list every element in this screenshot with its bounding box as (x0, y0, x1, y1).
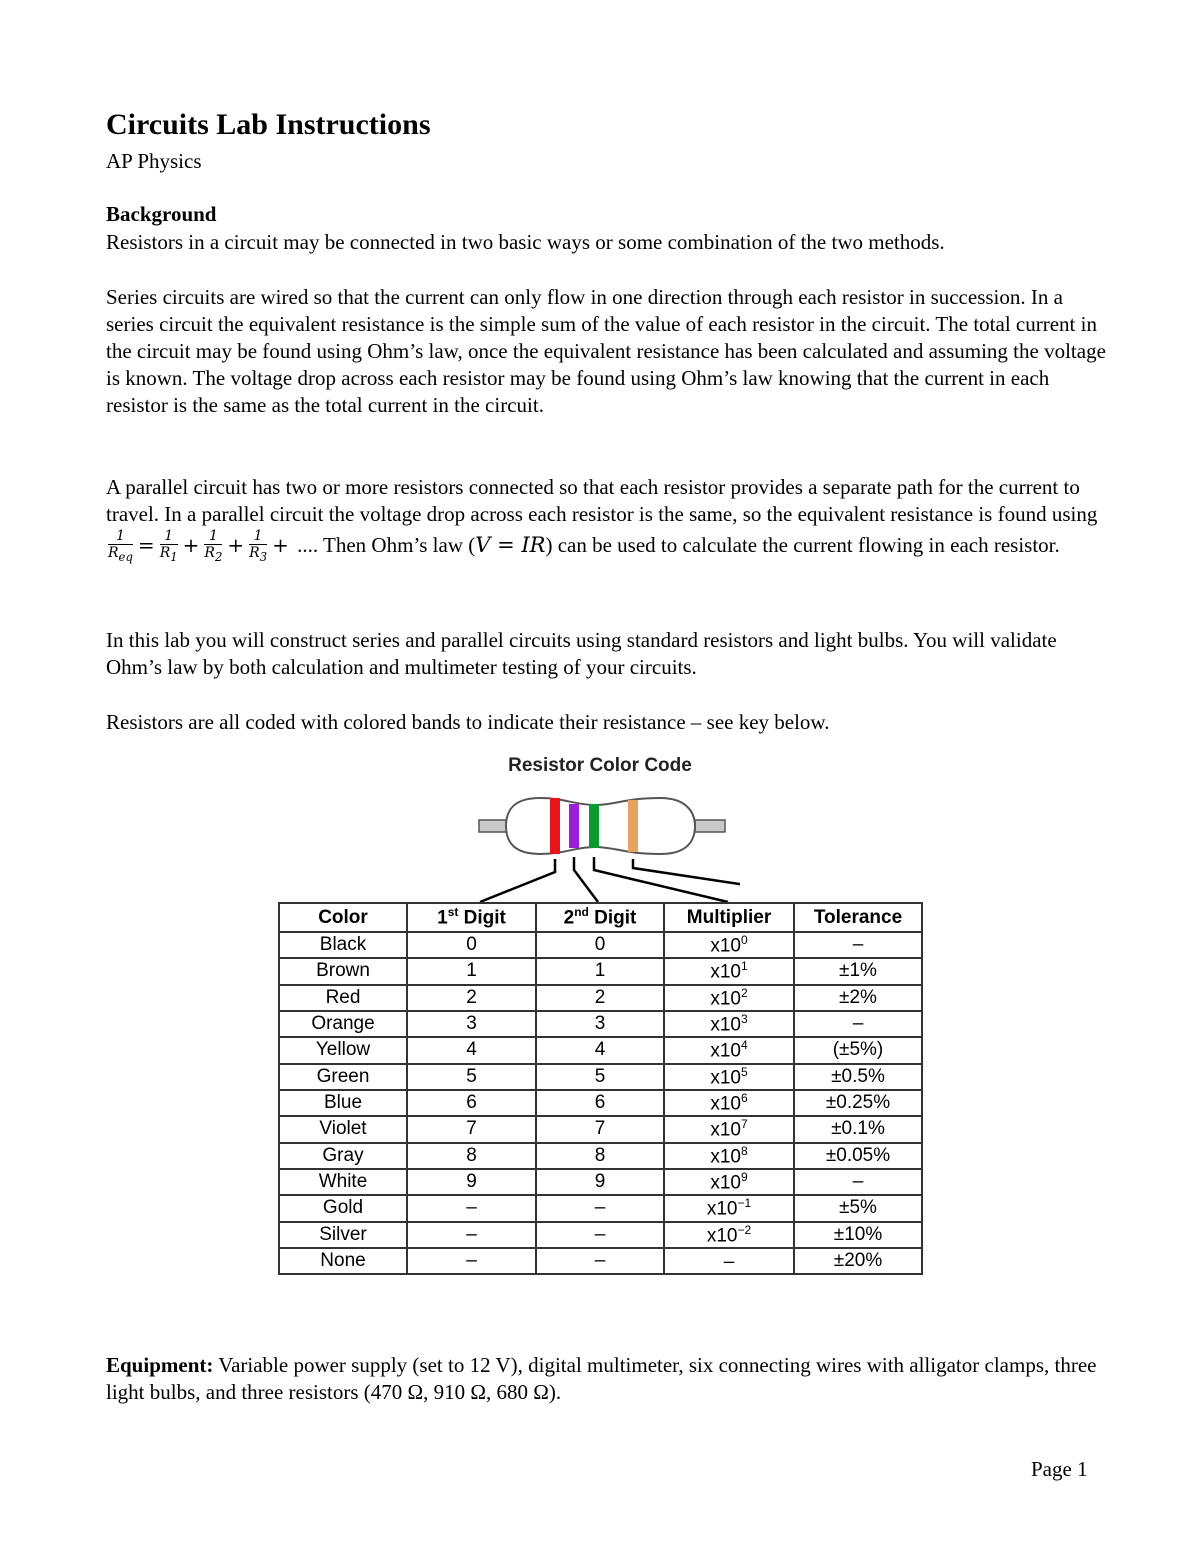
cell-digit1: – (407, 1195, 536, 1221)
equipment-label: Equipment: (106, 1353, 214, 1377)
cell-digit1: 3 (407, 1011, 536, 1037)
cell-tolerance: (±5%) (794, 1037, 922, 1063)
cell-color: Gray (279, 1143, 407, 1169)
column-header-multiplier: Multiplier (664, 903, 794, 932)
cell-digit1: 1 (407, 958, 536, 984)
symbol-r: R (108, 545, 119, 561)
table-row (279, 1090, 922, 1116)
resistor-band-2 (569, 804, 579, 848)
fraction-numerator: 1 (160, 528, 178, 545)
resistor-body (506, 798, 695, 854)
table-row (279, 1143, 922, 1169)
cell-digit2: 1 (536, 958, 664, 984)
cell-tolerance: ±20% (794, 1248, 922, 1274)
table-row (279, 1116, 922, 1142)
fraction-denominator (108, 545, 133, 565)
cell-digit2: 5 (536, 1064, 664, 1090)
cell-digit2: 3 (536, 1011, 664, 1037)
table-header-row (279, 903, 922, 932)
cell-color: Gold (279, 1195, 407, 1221)
cell-color: Violet (279, 1116, 407, 1142)
equivalent-resistance-formula (106, 528, 292, 564)
resistor-pointer-lines (480, 857, 740, 902)
fraction-req (108, 528, 133, 565)
cell-color: Blue (279, 1090, 407, 1116)
cell-tolerance: ±10% (794, 1222, 922, 1248)
paragraph-color-bands: Resistors are all coded with colored bands to indicate their resistance – see key below. (106, 710, 830, 734)
cell-digit2: 0 (536, 932, 664, 958)
cell-color: Yellow (279, 1037, 407, 1063)
cell-multiplier: $x10^4$ (664, 1037, 794, 1063)
cell-digit1: 4 (407, 1037, 536, 1063)
cell-color: Brown (279, 958, 407, 984)
cell-tolerance: – (794, 932, 922, 958)
fraction-denominator (249, 545, 267, 565)
cell-color: White (279, 1169, 407, 1195)
cell-color: Red (279, 985, 407, 1011)
parallel-text-before: A parallel circuit has two or more resistors connected so that each resistor provides a separate path for the current to travel. In a parallel circuit the voltage drop across each resistor is the same, so the equivalent resistance is found using (106, 475, 1098, 526)
equals-sign: = (137, 532, 155, 557)
cell-digit2: 6 (536, 1090, 664, 1116)
table-row (279, 932, 922, 958)
fraction-r1 (160, 528, 178, 565)
cell-multiplier: $x10^2$ (664, 985, 794, 1011)
cell-tolerance: ±2% (794, 985, 922, 1011)
plus-sign: + (227, 532, 245, 557)
paragraph-series: Series circuits are wired so that the current can only flow in one direction through each resistor in succession. In a series circuit the equivalent resistance is the simple sum of the value of each resistor in the circuit. The total current in the circuit may be found using Ohm’s law, once the equivalent resistance has been calculated and assuming the voltage is known. The voltage drop across each resistor may be found using Ohm’s law knowing that the current in each resistor is the same as the total current in the circuit. (106, 285, 1106, 417)
resistor-band-1 (550, 798, 560, 854)
parallel-text-after: ) can be used to calculate the current flowing in each resistor. (545, 532, 1060, 557)
table-row (279, 958, 922, 984)
column-header-digit2: 2nd Digit (536, 903, 664, 932)
resistor-lead-left (479, 820, 509, 832)
cell-digit1: 5 (407, 1064, 536, 1090)
cell-multiplier: $x10^{-2}$ (664, 1222, 794, 1248)
cell-tolerance: – (794, 1169, 922, 1195)
cell-tolerance: ±0.25% (794, 1090, 922, 1116)
cell-tolerance: ±0.05% (794, 1143, 922, 1169)
table-row (279, 1195, 922, 1221)
cell-digit2: 8 (536, 1143, 664, 1169)
cell-tolerance: ±1% (794, 958, 922, 984)
column-header-color: Color (279, 903, 407, 932)
table-row (279, 1011, 922, 1037)
equipment-list: Variable power supply (set to 12 V), digital multimeter, six connecting wires with alligator clamps, three light bulbs, and three resistors (470 Ω, 910 Ω, 680 Ω). (106, 1353, 1097, 1404)
fraction-numerator: 1 (249, 528, 267, 545)
cell-digit2: 4 (536, 1037, 664, 1063)
fraction-denominator (160, 545, 178, 565)
cell-color: Green (279, 1064, 407, 1090)
resistor-band-3 (589, 804, 599, 848)
cell-multiplier: $x10^8$ (664, 1143, 794, 1169)
fraction-denominator (204, 545, 222, 565)
page-subtitle: AP Physics (106, 149, 202, 173)
cell-multiplier: $x10^7$ (664, 1116, 794, 1142)
cell-multiplier: $x10^{-1}$ (664, 1195, 794, 1221)
paragraph-equipment (106, 1352, 1106, 1406)
cell-multiplier: $x10^1$ (664, 958, 794, 984)
symbol-r: R (159, 545, 171, 561)
pointer-line-band-4 (633, 859, 740, 902)
cell-tolerance: ±5% (794, 1195, 922, 1221)
cell-digit1: 2 (407, 985, 536, 1011)
table-row (279, 1037, 922, 1063)
column-header-tolerance: Tolerance (794, 903, 922, 932)
subscript: 1 (170, 549, 178, 564)
cell-tolerance: – (794, 1011, 922, 1037)
page-number: Page 1 (1031, 1457, 1088, 1481)
ohms-law-formula: V = IR (475, 532, 546, 557)
cell-digit1: 7 (407, 1116, 536, 1142)
pointer-line-band-1 (480, 859, 555, 902)
table-row (279, 1064, 922, 1090)
color-code-table (278, 902, 923, 1275)
cell-color: None (279, 1248, 407, 1274)
cell-color: Black (279, 932, 407, 958)
cell-digit2: – (536, 1222, 664, 1248)
subscript: eq (118, 549, 133, 564)
plus-sign: + (182, 532, 200, 557)
cell-digit2: 7 (536, 1116, 664, 1142)
paragraph-lab-purpose: In this lab you will construct series and parallel circuits using standard resistors and light bulbs. You will validate Ohm’s law by both calculation and multimeter testing of your circuits. (106, 628, 1057, 679)
fraction-r2 (204, 528, 222, 565)
cell-digit1: – (407, 1248, 536, 1274)
column-header-digit1: 1st Digit (407, 903, 536, 932)
fraction-r3 (249, 528, 267, 565)
table-row (279, 1248, 922, 1274)
cell-multiplier: $x10^6$ (664, 1090, 794, 1116)
symbol-r: R (249, 545, 260, 561)
page-title: Circuits Lab Instructions (106, 108, 431, 141)
cell-digit1: – (407, 1222, 536, 1248)
table-row (279, 1222, 922, 1248)
cell-digit2: 2 (536, 985, 664, 1011)
cell-color: Silver (279, 1222, 407, 1248)
cell-digit2: 9 (536, 1169, 664, 1195)
cell-digit1: 0 (407, 932, 536, 958)
symbol-r: R (204, 545, 215, 561)
resistor-lead-right (695, 820, 725, 832)
table-row (279, 985, 922, 1011)
fraction-numerator: 1 (204, 528, 222, 545)
color-code-title: Resistor Color Code (508, 755, 692, 776)
section-heading-background: Background (106, 202, 217, 226)
color-code-table-body (279, 932, 922, 1274)
cell-multiplier: $x10^9$ (664, 1169, 794, 1195)
subscript: 2 (214, 549, 223, 564)
cell-digit2: – (536, 1195, 664, 1221)
parallel-text-middle: Then Ohm’s law ( (318, 532, 476, 557)
table-row (279, 1169, 922, 1195)
resistor-diagram (470, 790, 740, 910)
cell-tolerance: ±0.1% (794, 1116, 922, 1142)
cell-multiplier: $x10^5$ (664, 1064, 794, 1090)
cell-multiplier: $x10^0$ (664, 932, 794, 958)
cell-multiplier: $x10^3$ (664, 1011, 794, 1037)
subscript: 3 (259, 549, 268, 564)
fraction-numerator: 1 (108, 528, 133, 545)
formula-ellipsis: .... (291, 532, 319, 557)
cell-multiplier: – (664, 1248, 794, 1274)
cell-digit1: 8 (407, 1143, 536, 1169)
paragraph-intro: Resistors in a circuit may be connected in two basic ways or some combination of the two methods. (106, 230, 945, 254)
cell-tolerance: ±0.5% (794, 1064, 922, 1090)
plus-sign: + (272, 532, 289, 557)
cell-digit2: – (536, 1248, 664, 1274)
cell-digit1: 6 (407, 1090, 536, 1116)
paragraph-parallel (106, 474, 1106, 565)
cell-color: Orange (279, 1011, 407, 1037)
resistor-band-4 (628, 800, 638, 852)
cell-digit1: 9 (407, 1169, 536, 1195)
